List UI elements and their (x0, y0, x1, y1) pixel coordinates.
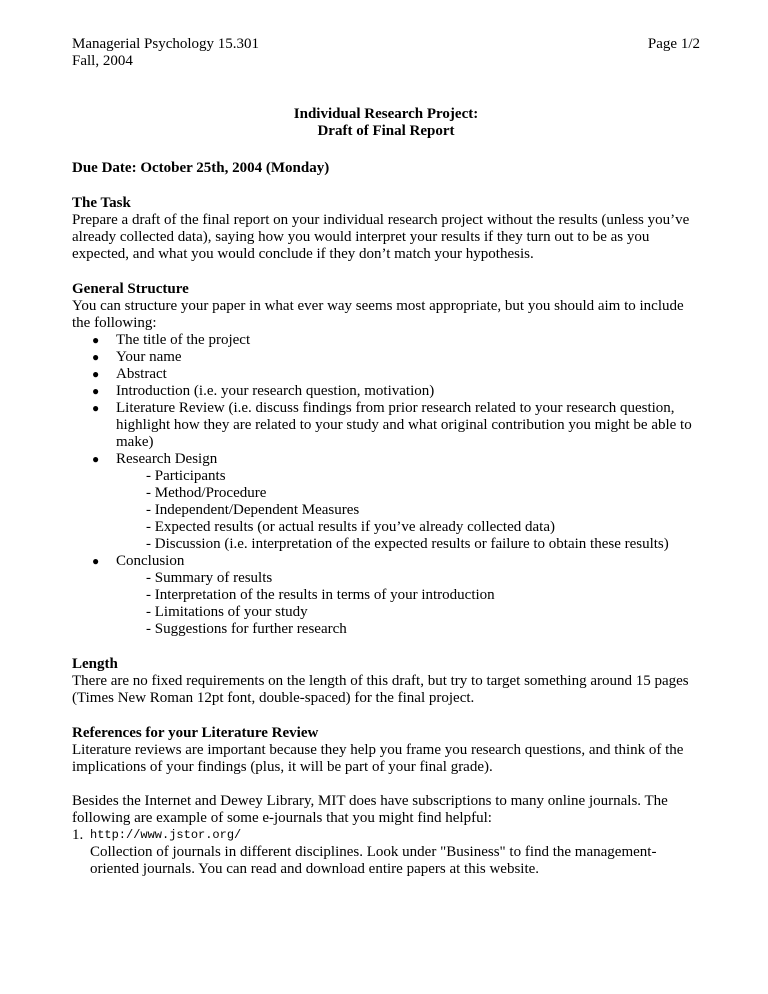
bullet-icon: ● (92, 554, 100, 568)
list-item: ● Abstract (92, 366, 167, 382)
document-page (72, 36, 700, 878)
list-item (72, 827, 700, 878)
task-heading: The Task (72, 195, 131, 211)
header-left (72, 36, 259, 70)
bullet-icon: ● (92, 452, 100, 466)
references-body-2: Besides the Internet and Dewey Library, MIT does have subscriptions to many online journals. The following are example of some e-journals that you might find helpful: (72, 793, 668, 826)
course-name: Managerial Psychology 15.301 (72, 36, 260, 52)
sub-item: - Discussion (i.e. interpretation of the expected results or failure to obtain these results) (146, 536, 669, 552)
title-line-1: Individual Research Project: (293, 106, 479, 122)
sub-item: - Suggestions for further research (146, 621, 347, 637)
sub-item: - Limitations of your study (146, 604, 308, 620)
bullet-icon: ● (92, 401, 100, 415)
list-item: ● Introduction (i.e. your research question, motivation) (92, 383, 435, 399)
list-item: ● Literature Review (i.e. discuss findings from prior research related to your research question, highlight how they are related to your study and what original contribution you might be able to make) (92, 400, 692, 450)
task-body: Prepare a draft of the final report on your individual research project without the results (unless you’ve already collected data), saying how you would interpret your results if they turn out to be as you expected, and what you would conclude if they don’t match your hypothesis. (72, 212, 690, 262)
list-item: ● Your name (92, 349, 182, 365)
sub-item: - Expected results (or actual results if you’ve already collected data) (146, 519, 555, 535)
references-body: Literature reviews are important because they help you frame you research questions, and think of the implications of your findings (plus, it will be part of your final grade). (72, 742, 684, 775)
structure-section (72, 281, 700, 638)
bullet-icon: ● (92, 367, 100, 381)
journal-description: Collection of journals in different disciplines. Look under "Business" to find the management-oriented journals. You can read and download entire papers at this website. (90, 844, 657, 877)
structure-heading: General Structure (72, 281, 189, 297)
sub-item: - Participants (146, 468, 226, 484)
structure-list (72, 332, 700, 638)
list-item: ● The title of the project (92, 332, 251, 348)
document-title (72, 106, 700, 140)
length-section (72, 656, 700, 707)
length-body: There are no fixed requirements on the length of this draft, but try to target something around 15 pages (Times New Roman 12pt font, double-spaced) for the final project. (72, 673, 689, 706)
page-number: Page 1/2 (647, 36, 700, 52)
sub-item: - Summary of results (146, 570, 273, 586)
sub-item: - Method/Procedure (146, 485, 267, 501)
title-line-2: Draft of Final Report (317, 123, 455, 139)
term: Fall, 2004 (72, 53, 133, 69)
sub-item: - Independent/Dependent Measures (146, 502, 360, 518)
references-heading: References for your Literature Review (72, 725, 319, 741)
bullet-icon: ● (92, 384, 100, 398)
journal-link[interactable]: http://www.jstor.org/ (90, 828, 242, 842)
list-item: ● Conclusion - Summary of results - Interpretation of the results in terms of your introduction - Limitations of your study - Suggestions for further research (72, 553, 700, 638)
bullet-icon: ● (92, 350, 100, 364)
list-item: ● Research Design - Participants - Method/Procedure - Independent/Dependent Measures - Expected results (or actual results if you’ve already collected data) - Discussion (i.e. interpretation of the expected results or failure to obtain these results) (72, 451, 700, 553)
bullet-icon: ● (92, 333, 100, 347)
conclusion-subitems (116, 570, 700, 638)
page-header (72, 36, 700, 72)
due-date: Due Date: October 25th, 2004 (Monday) (72, 160, 330, 176)
structure-intro: You can structure your paper in what ever way seems most appropriate, but you should aim to include the following: (72, 298, 684, 331)
task-section (72, 195, 700, 263)
references-section (72, 725, 700, 878)
research-design-subitems (116, 468, 700, 553)
references-list (72, 827, 700, 878)
item-number: 1. (72, 827, 84, 843)
sub-item: - Interpretation of the results in terms of your introduction (146, 587, 495, 603)
length-heading: Length (72, 656, 118, 672)
